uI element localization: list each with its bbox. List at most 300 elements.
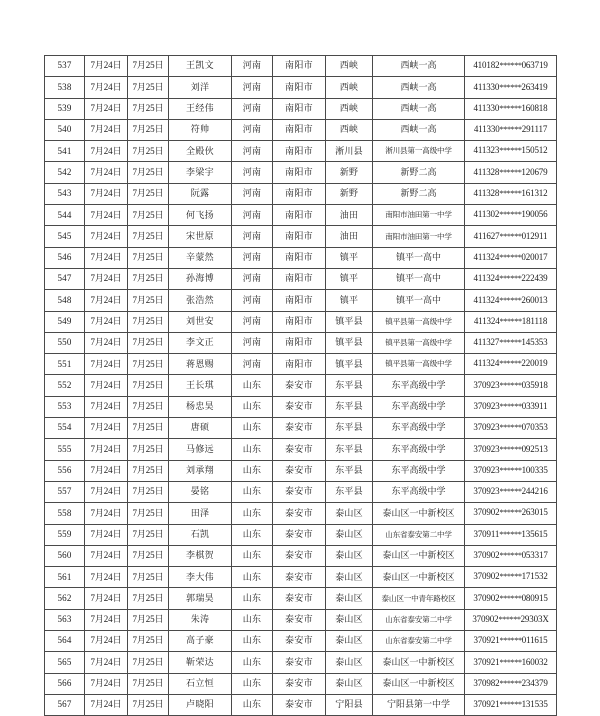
cell-return-date: 7月25日 [128,141,169,162]
cell-county: 东平县 [326,375,373,396]
cell-province: 山东 [232,694,273,715]
cell-province: 河南 [232,247,273,268]
cell-county: 镇平 [326,290,373,311]
cell-departure-date: 7月24日 [85,332,128,353]
cell-return-date: 7月25日 [128,375,169,396]
table-row [45,77,557,98]
cell-school: 泰山区一中新校区 [373,673,465,694]
cell-province: 河南 [232,183,273,204]
cell-person-name: 高子豪 [169,631,232,652]
cell-person-name: 刘洋 [169,77,232,98]
cell-province: 山东 [232,652,273,673]
cell-city: 南阳市 [273,226,326,247]
cell-county: 镇平 [326,268,373,289]
table-row [45,694,557,715]
table-row [45,332,557,353]
cell-school: 西峡一高 [373,56,465,77]
cell-id-number: 370902******080915 [465,588,557,609]
cell-school: 东平高级中学 [373,481,465,502]
cell-sequence-number: 550 [45,332,85,353]
cell-city: 泰安市 [273,588,326,609]
cell-county: 新野 [326,183,373,204]
cell-departure-date: 7月24日 [85,247,128,268]
cell-person-name: 王凯文 [169,56,232,77]
cell-school: 南阳市油田第一中学 [373,226,465,247]
cell-person-name: 靳荣达 [169,652,232,673]
cell-sequence-number: 548 [45,290,85,311]
cell-return-date: 7月25日 [128,247,169,268]
cell-province: 河南 [232,141,273,162]
cell-city: 泰安市 [273,545,326,566]
cell-sequence-number: 549 [45,311,85,332]
cell-county: 东平县 [326,418,373,439]
cell-city: 南阳市 [273,183,326,204]
cell-person-name: 郭瑞昊 [169,588,232,609]
cell-person-name: 卢晓阳 [169,694,232,715]
cell-sequence-number: 557 [45,481,85,502]
cell-county: 镇平 [326,247,373,268]
table-row [45,396,557,417]
cell-departure-date: 7月24日 [85,119,128,140]
cell-id-number: 411330******291117 [465,119,557,140]
cell-person-name: 石立恒 [169,673,232,694]
cell-sequence-number: 560 [45,545,85,566]
cell-return-date: 7月25日 [128,503,169,524]
cell-school: 山东省泰安第二中学 [373,524,465,545]
cell-county: 泰山区 [326,673,373,694]
cell-school: 东平高级中学 [373,460,465,481]
cell-id-number: 370902******171532 [465,567,557,588]
cell-departure-date: 7月24日 [85,311,128,332]
cell-city: 泰安市 [273,418,326,439]
cell-return-date: 7月25日 [128,98,169,119]
cell-departure-date: 7月24日 [85,375,128,396]
cell-city: 泰安市 [273,631,326,652]
cell-school: 镇平一高中 [373,290,465,311]
cell-school: 新野二高 [373,183,465,204]
cell-city: 南阳市 [273,290,326,311]
cell-departure-date: 7月24日 [85,503,128,524]
cell-departure-date: 7月24日 [85,567,128,588]
cell-sequence-number: 539 [45,98,85,119]
cell-province: 河南 [232,354,273,375]
cell-person-name: 李大伟 [169,567,232,588]
cell-return-date: 7月25日 [128,418,169,439]
cell-departure-date: 7月24日 [85,268,128,289]
table-row [45,631,557,652]
cell-school: 东平高级中学 [373,375,465,396]
cell-id-number: 370902******263015 [465,503,557,524]
table-row [45,56,557,77]
cell-person-name: 王长琪 [169,375,232,396]
cell-departure-date: 7月24日 [85,141,128,162]
cell-return-date: 7月25日 [128,567,169,588]
cell-departure-date: 7月24日 [85,631,128,652]
cell-person-name: 王经伟 [169,98,232,119]
cell-province: 山东 [232,609,273,630]
cell-city: 南阳市 [273,332,326,353]
table-row [45,290,557,311]
cell-departure-date: 7月24日 [85,183,128,204]
cell-sequence-number: 554 [45,418,85,439]
cell-school: 泰山区一中新校区 [373,652,465,673]
cell-person-name: 晏铭 [169,481,232,502]
cell-county: 泰山区 [326,524,373,545]
cell-id-number: 411324******181118 [465,311,557,332]
cell-province: 河南 [232,119,273,140]
cell-province: 河南 [232,98,273,119]
cell-school: 淅川县第一高级中学 [373,141,465,162]
cell-sequence-number: 561 [45,567,85,588]
cell-city: 南阳市 [273,162,326,183]
cell-school: 西峡一高 [373,77,465,98]
table-row [45,567,557,588]
cell-return-date: 7月25日 [128,673,169,694]
cell-sequence-number: 567 [45,694,85,715]
table-row [45,545,557,566]
cell-sequence-number: 547 [45,268,85,289]
cell-city: 泰安市 [273,439,326,460]
cell-city: 泰安市 [273,503,326,524]
cell-city: 泰安市 [273,567,326,588]
cell-school: 西峡一高 [373,98,465,119]
cell-county: 淅川县 [326,141,373,162]
table-row [45,141,557,162]
cell-sequence-number: 564 [45,631,85,652]
cell-return-date: 7月25日 [128,588,169,609]
cell-return-date: 7月25日 [128,396,169,417]
cell-province: 山东 [232,545,273,566]
cell-province: 河南 [232,268,273,289]
roster-table-container [44,55,556,716]
table-row [45,119,557,140]
cell-city: 南阳市 [273,205,326,226]
cell-city: 泰安市 [273,460,326,481]
cell-return-date: 7月25日 [128,119,169,140]
cell-return-date: 7月25日 [128,439,169,460]
cell-city: 南阳市 [273,247,326,268]
cell-county: 东平县 [326,481,373,502]
cell-province: 山东 [232,418,273,439]
cell-return-date: 7月25日 [128,311,169,332]
cell-return-date: 7月25日 [128,652,169,673]
cell-county: 镇平县 [326,311,373,332]
cell-school: 镇平县第一高级中学 [373,354,465,375]
cell-person-name: 朱涛 [169,609,232,630]
cell-sequence-number: 552 [45,375,85,396]
cell-province: 山东 [232,481,273,502]
table-row [45,268,557,289]
cell-county: 泰山区 [326,567,373,588]
table-row [45,98,557,119]
cell-return-date: 7月25日 [128,460,169,481]
cell-return-date: 7月25日 [128,77,169,98]
cell-departure-date: 7月24日 [85,354,128,375]
cell-id-number: 411324******222439 [465,268,557,289]
cell-id-number: 411324******020017 [465,247,557,268]
cell-school: 镇平一高中 [373,247,465,268]
cell-departure-date: 7月24日 [85,77,128,98]
cell-sequence-number: 558 [45,503,85,524]
cell-return-date: 7月25日 [128,332,169,353]
cell-id-number: 411302******190056 [465,205,557,226]
cell-county: 泰山区 [326,652,373,673]
cell-departure-date: 7月24日 [85,673,128,694]
cell-province: 河南 [232,311,273,332]
cell-province: 河南 [232,162,273,183]
cell-county: 东平县 [326,439,373,460]
cell-school: 东平高级中学 [373,439,465,460]
cell-id-number: 370902******29303X [465,609,557,630]
cell-person-name: 阮露 [169,183,232,204]
cell-id-number: 370923******035918 [465,375,557,396]
cell-school: 东平高级中学 [373,396,465,417]
cell-province: 山东 [232,503,273,524]
cell-county: 油田 [326,205,373,226]
cell-person-name: 孙海博 [169,268,232,289]
table-row [45,311,557,332]
cell-province: 山东 [232,567,273,588]
cell-city: 泰安市 [273,396,326,417]
cell-return-date: 7月25日 [128,354,169,375]
cell-province: 山东 [232,375,273,396]
cell-sequence-number: 544 [45,205,85,226]
cell-return-date: 7月25日 [128,290,169,311]
cell-sequence-number: 555 [45,439,85,460]
table-row [45,205,557,226]
cell-province: 山东 [232,524,273,545]
table-row [45,524,557,545]
cell-city: 南阳市 [273,56,326,77]
cell-school: 东平高级中学 [373,418,465,439]
table-row [45,460,557,481]
table-row [45,375,557,396]
cell-county: 宁阳县 [326,694,373,715]
table-row [45,588,557,609]
cell-person-name: 杨忠昊 [169,396,232,417]
cell-county: 油田 [326,226,373,247]
cell-province: 山东 [232,396,273,417]
cell-county: 东平县 [326,396,373,417]
cell-departure-date: 7月24日 [85,481,128,502]
cell-city: 南阳市 [273,141,326,162]
cell-person-name: 唐硕 [169,418,232,439]
table-row [45,226,557,247]
cell-school: 泰山区一中青年路校区 [373,588,465,609]
cell-person-name: 宋世原 [169,226,232,247]
cell-person-name: 田泽 [169,503,232,524]
table-row [45,418,557,439]
cell-departure-date: 7月24日 [85,418,128,439]
cell-sequence-number: 542 [45,162,85,183]
cell-province: 山东 [232,460,273,481]
cell-city: 泰安市 [273,673,326,694]
cell-city: 泰安市 [273,524,326,545]
cell-province: 山东 [232,588,273,609]
cell-departure-date: 7月24日 [85,226,128,247]
cell-sequence-number: 545 [45,226,85,247]
cell-return-date: 7月25日 [128,524,169,545]
cell-sequence-number: 562 [45,588,85,609]
cell-province: 河南 [232,77,273,98]
cell-school: 镇平县第一高级中学 [373,311,465,332]
cell-departure-date: 7月24日 [85,460,128,481]
cell-departure-date: 7月24日 [85,56,128,77]
cell-city: 泰安市 [273,375,326,396]
cell-return-date: 7月25日 [128,545,169,566]
cell-sequence-number: 537 [45,56,85,77]
cell-province: 河南 [232,56,273,77]
cell-province: 河南 [232,332,273,353]
cell-school: 泰山区一中新校区 [373,567,465,588]
cell-city: 泰安市 [273,694,326,715]
cell-person-name: 辛蒙然 [169,247,232,268]
table-row [45,609,557,630]
cell-sequence-number: 540 [45,119,85,140]
cell-departure-date: 7月24日 [85,545,128,566]
cell-school: 新野二高 [373,162,465,183]
cell-province: 河南 [232,290,273,311]
cell-id-number: 411627******012911 [465,226,557,247]
cell-city: 泰安市 [273,609,326,630]
cell-school: 山东省泰安第二中学 [373,609,465,630]
cell-id-number: 370921******160032 [465,652,557,673]
cell-sequence-number: 546 [45,247,85,268]
cell-id-number: 370923******100335 [465,460,557,481]
cell-person-name: 刘承翔 [169,460,232,481]
cell-id-number: 370923******244216 [465,481,557,502]
cell-province: 山东 [232,673,273,694]
cell-province: 河南 [232,205,273,226]
cell-return-date: 7月25日 [128,56,169,77]
cell-id-number: 411330******263419 [465,77,557,98]
cell-person-name: 符帅 [169,119,232,140]
cell-return-date: 7月25日 [128,694,169,715]
cell-person-name: 全殿伙 [169,141,232,162]
cell-id-number: 370923******033911 [465,396,557,417]
cell-person-name: 李文正 [169,332,232,353]
cell-city: 南阳市 [273,119,326,140]
cell-county: 西峡 [326,98,373,119]
cell-county: 泰山区 [326,588,373,609]
cell-sequence-number: 563 [45,609,85,630]
cell-sequence-number: 538 [45,77,85,98]
cell-county: 东平县 [326,460,373,481]
cell-school: 南阳市油田第一中学 [373,205,465,226]
cell-id-number: 411323******150512 [465,141,557,162]
cell-province: 河南 [232,226,273,247]
cell-departure-date: 7月24日 [85,162,128,183]
roster-table [44,55,557,716]
cell-person-name: 马修远 [169,439,232,460]
cell-person-name: 蒋恩赐 [169,354,232,375]
cell-return-date: 7月25日 [128,631,169,652]
cell-city: 泰安市 [273,652,326,673]
cell-departure-date: 7月24日 [85,396,128,417]
cell-city: 南阳市 [273,98,326,119]
cell-id-number: 370923******092513 [465,439,557,460]
cell-person-name: 何飞扬 [169,205,232,226]
cell-return-date: 7月25日 [128,205,169,226]
cell-departure-date: 7月24日 [85,609,128,630]
cell-id-number: 370902******053317 [465,545,557,566]
cell-departure-date: 7月24日 [85,205,128,226]
cell-departure-date: 7月24日 [85,98,128,119]
cell-id-number: 411328******161312 [465,183,557,204]
cell-id-number: 370921******131535 [465,694,557,715]
cell-school: 镇平县第一高级中学 [373,332,465,353]
cell-person-name: 李棋贺 [169,545,232,566]
table-row [45,247,557,268]
cell-school: 西峡一高 [373,119,465,140]
table-row [45,673,557,694]
cell-sequence-number: 565 [45,652,85,673]
cell-person-name: 李梁宇 [169,162,232,183]
cell-sequence-number: 559 [45,524,85,545]
cell-departure-date: 7月24日 [85,694,128,715]
cell-sequence-number: 553 [45,396,85,417]
cell-person-name: 张浩然 [169,290,232,311]
cell-county: 泰山区 [326,503,373,524]
cell-province: 山东 [232,439,273,460]
cell-city: 泰安市 [273,481,326,502]
cell-school: 泰山区一中新校区 [373,503,465,524]
cell-county: 泰山区 [326,545,373,566]
cell-id-number: 411324******220019 [465,354,557,375]
cell-id-number: 411330******160818 [465,98,557,119]
cell-county: 泰山区 [326,609,373,630]
cell-id-number: 370921******011615 [465,631,557,652]
cell-departure-date: 7月24日 [85,290,128,311]
cell-county: 泰山区 [326,631,373,652]
cell-sequence-number: 543 [45,183,85,204]
cell-departure-date: 7月24日 [85,439,128,460]
table-row [45,503,557,524]
cell-return-date: 7月25日 [128,183,169,204]
cell-id-number: 411328******120679 [465,162,557,183]
cell-id-number: 410182******063719 [465,56,557,77]
cell-county: 西峡 [326,77,373,98]
table-row [45,481,557,502]
table-row [45,439,557,460]
table-row [45,162,557,183]
cell-city: 南阳市 [273,77,326,98]
cell-school: 泰山区一中新校区 [373,545,465,566]
cell-city: 南阳市 [273,354,326,375]
cell-sequence-number: 566 [45,673,85,694]
cell-departure-date: 7月24日 [85,652,128,673]
cell-county: 新野 [326,162,373,183]
table-row [45,652,557,673]
cell-return-date: 7月25日 [128,226,169,247]
cell-person-name: 石凯 [169,524,232,545]
cell-county: 西峡 [326,56,373,77]
cell-departure-date: 7月24日 [85,588,128,609]
cell-sequence-number: 551 [45,354,85,375]
roster-table-body [45,56,557,716]
cell-county: 西峡 [326,119,373,140]
cell-county: 镇平县 [326,332,373,353]
cell-id-number: 370911******135615 [465,524,557,545]
cell-id-number: 411327******145353 [465,332,557,353]
cell-city: 南阳市 [273,268,326,289]
cell-school: 山东省泰安第二中学 [373,631,465,652]
cell-school: 镇平一高中 [373,268,465,289]
cell-county: 镇平县 [326,354,373,375]
cell-school: 宁阳县第一中学 [373,694,465,715]
cell-departure-date: 7月24日 [85,524,128,545]
cell-sequence-number: 541 [45,141,85,162]
